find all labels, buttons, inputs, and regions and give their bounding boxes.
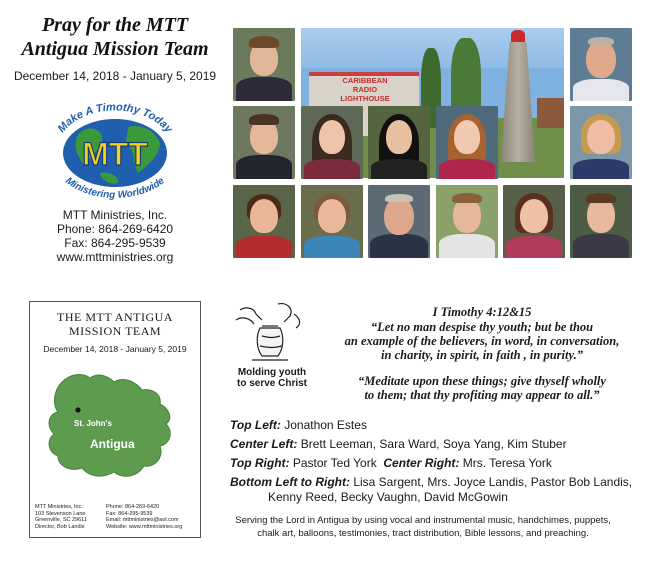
photo-sara-ward [301,106,363,179]
card-contact-line: Fax: 864-295-9539 [106,510,153,517]
card-title-line2: MISSION TEAM [68,324,162,338]
contact-web: www.mttministries.org [56,250,174,264]
map-city-label: St. John's [74,419,112,428]
card-address [35,504,87,530]
card-contact [106,504,182,530]
footer-line2: chalk art, balloons, testimonies, tract distribution, Bible lessons, and preaching. [257,528,589,539]
caption-center-left [230,437,567,451]
photo-kenny-reed [436,185,498,258]
caption-names: Pastor Ted York [292,456,377,470]
photo-brett-leeman [233,106,295,179]
caption-names: Lisa Sargent, Mrs. Joyce Landis, Pastor Bob Landis, [353,475,633,489]
mtt-logo [40,95,190,205]
potter-caption-line1: Molding youth [237,367,307,378]
photo-becky-vaughn [503,185,565,258]
logo-top-text: Make A Timothy Today [55,101,175,136]
verse-line5: to them; that thy profiting may appear to all.” [364,388,600,402]
caption-top-left [230,418,367,432]
antigua-map [34,360,196,500]
header-title-line2: Antigua Mission Team [21,38,209,60]
photo-joyce-landis [301,185,363,258]
footer-text [228,514,618,540]
verse-line2: an example of the believers, in word, in conversation, [344,334,620,348]
contact-fax: Fax: 864-295-9539 [64,236,166,250]
header-title-line1: Pray for the MTT [41,14,189,36]
header-dates: December 14, 2018 - January 5, 2019 [13,69,217,83]
caption-names: Mrs. Teresa York [462,456,552,470]
verse-reference: I Timothy 4:12&15 [432,305,532,319]
photo-kim-stuber [436,106,498,179]
contact-phone: Phone: 864-269-6420 [56,222,174,236]
photo-pastor-ted-york [570,28,632,101]
map-island-label: Antigua [90,437,135,451]
photo-david-mcgowin [570,185,632,258]
sign-line3: LIGHTHOUSE [340,94,390,103]
card-address-line: Director, Bob Landis [35,523,85,530]
caption-label: Top Left: [230,418,281,432]
card-address-line: 103 Stevenson Lane [35,510,86,517]
potter-caption-line2: to serve Christ [236,378,308,389]
footer-line1: Serving the Lord in Antigua by using vocal and instrumental music, handchimes, puppets, [235,515,611,526]
card-contact-line: Email: mttministries@aol.com [106,517,179,523]
caption-label: Center Right: [383,456,460,470]
caption-right [230,456,552,470]
photo-jonathon-estes [233,28,295,101]
caption-label: Bottom Left to Right: [230,475,350,489]
verse-line1: “Let no man despise thy youth; but be thou [370,320,594,334]
photo-lisa-sargent [233,185,295,258]
card-dates: December 14, 2018 - January 5, 2019 [43,344,187,354]
logo-acronym: MTT [82,136,148,172]
caption-names: Jonathon Estes [284,418,367,432]
card-contact-line: Website: www.mttministries.org [106,523,183,530]
verse-line4: “Meditate upon these things; give thyself wholly [358,374,606,388]
verse-line3: in charity, in spirit, in faith , in purity.” [381,348,583,362]
potter-caption [222,367,322,389]
mission-team-card [29,301,201,538]
photo-soya-yang [368,106,430,179]
card-contact-line: Phone: 864-269-6420 [106,504,160,510]
caption-bottom [230,475,632,489]
caption-label: Center Left: [230,437,298,451]
caption-names: Brett Leeman, Sara Ward, Soya Yang, Kim Stuber [300,437,567,451]
card-address-line: MTT Ministries, Inc. [35,504,83,510]
potter-illustration [232,300,307,366]
sign-line2: RADIO [352,85,378,94]
caption-bottom-line2: Kenny Reed, Becky Vaughn, David McGowin [268,490,508,504]
sign-line1: CARIBBEAN [342,76,388,85]
logo-bottom-text: Ministering Worldwide [63,175,167,201]
card-title-line1: THE MTT ANTIGUA [57,310,173,324]
contact-org: MTT Ministries, Inc. [62,208,168,222]
caption-label: Top Right: [230,456,290,470]
photo-bob-landis [368,185,430,258]
card-address-line: Greenville, SC 29611 [35,517,87,523]
contact-block [0,208,230,264]
photo-teresa-york [570,106,632,179]
